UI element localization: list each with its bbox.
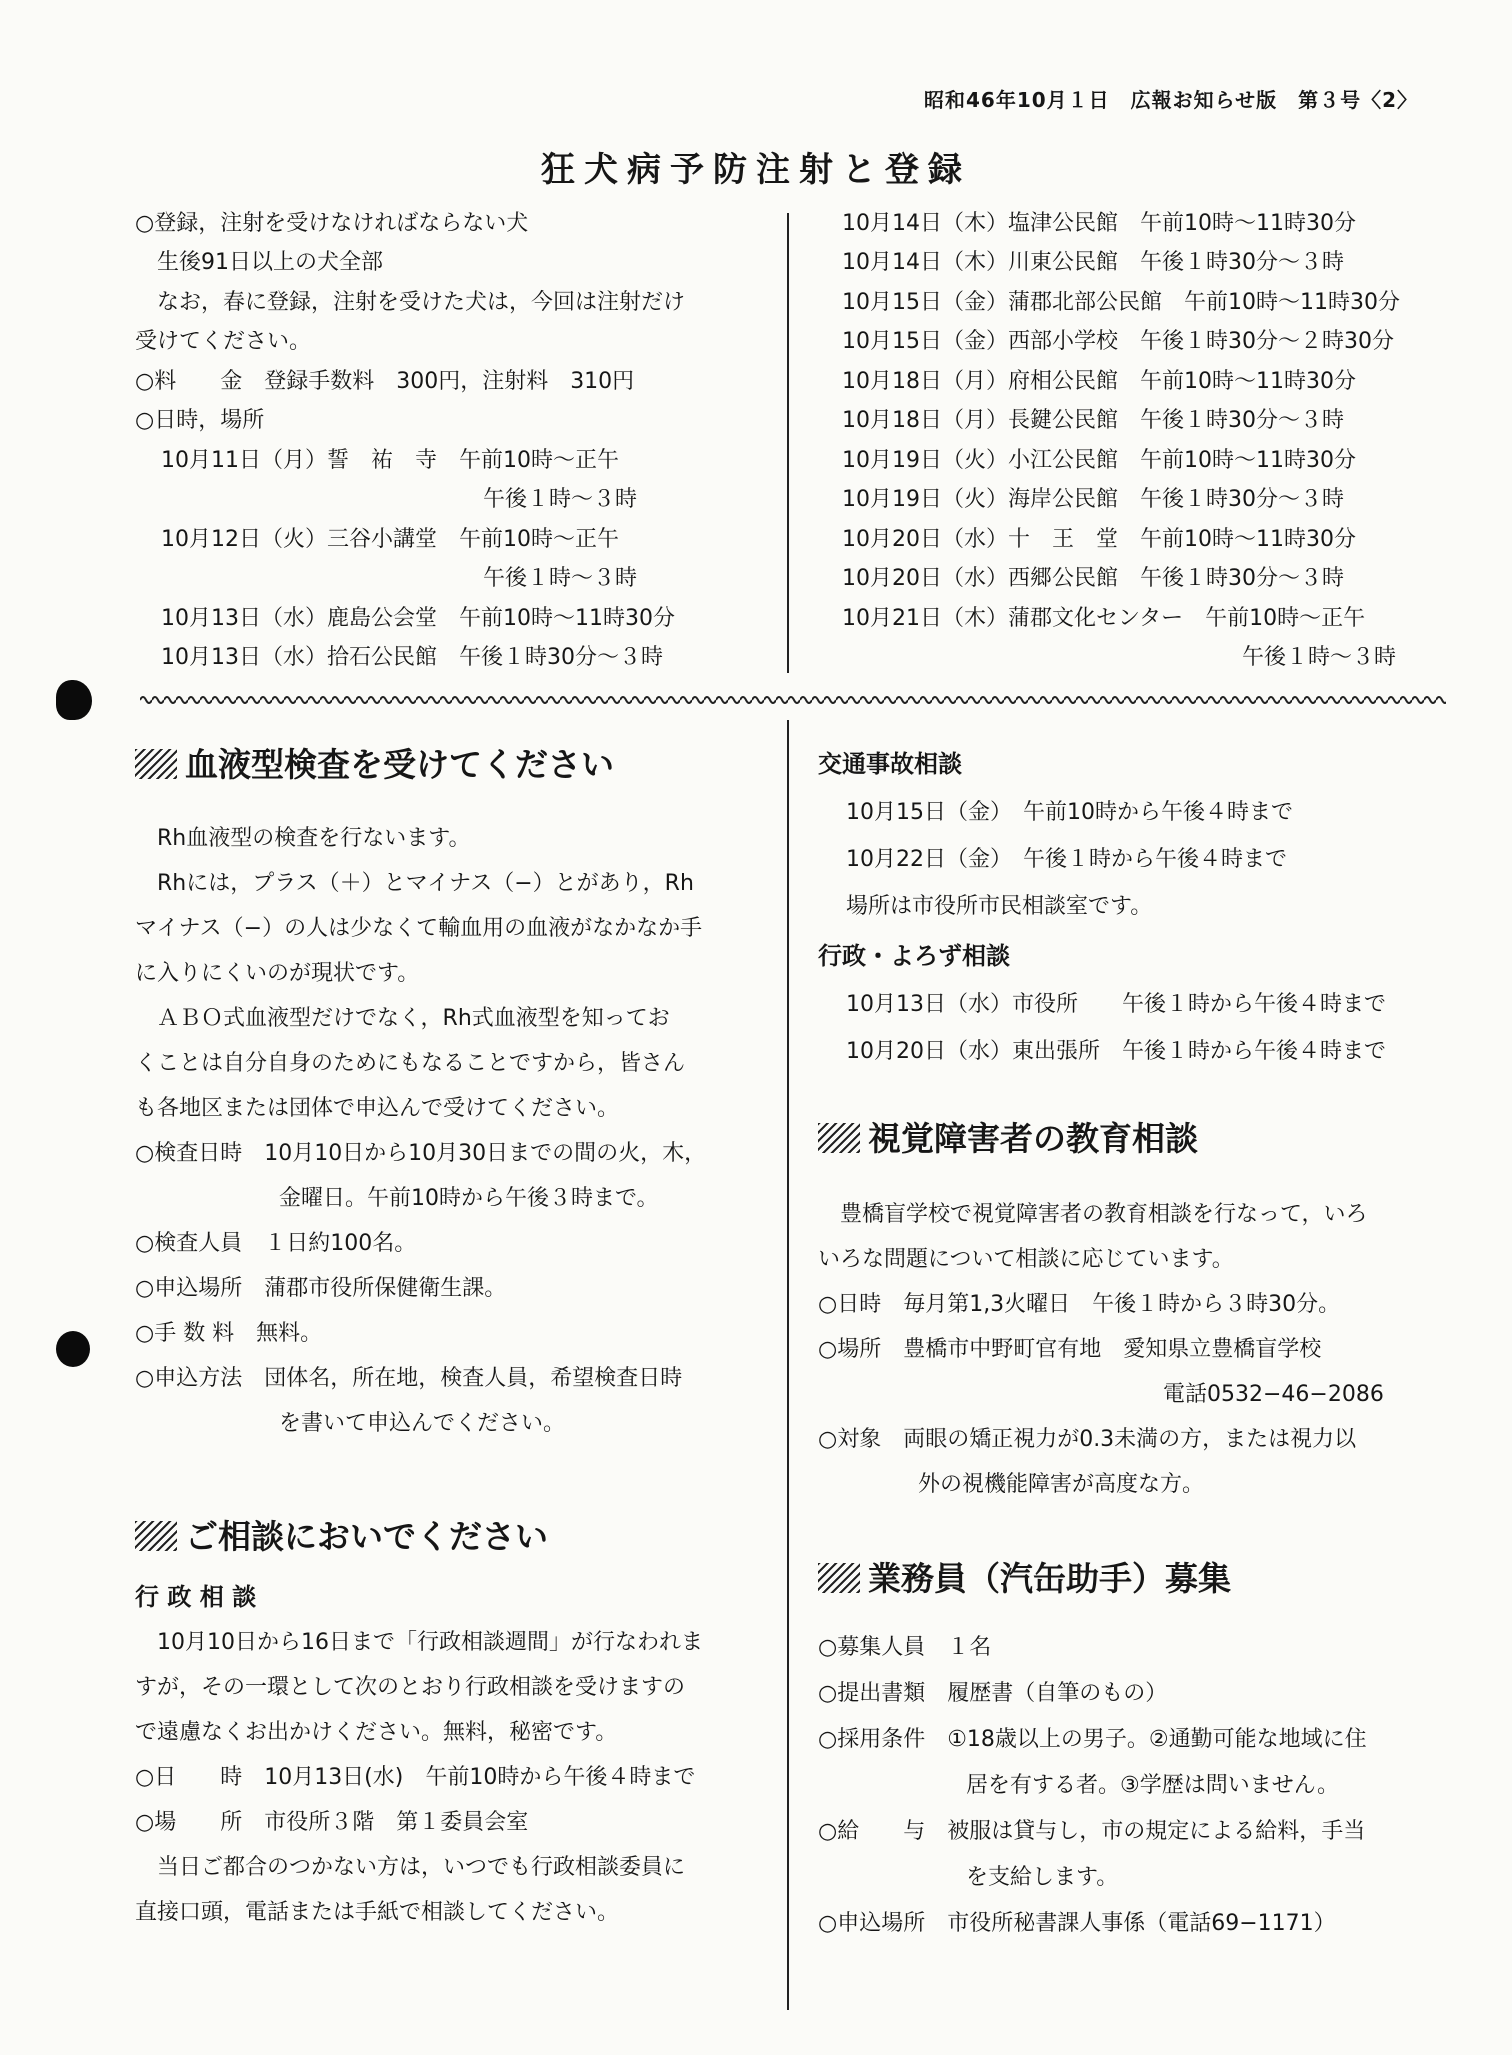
rabies-title: 狂犬病予防注射と登録 xyxy=(541,150,971,190)
hatch-icon xyxy=(818,1563,860,1593)
consult-line: で遠慮なくお出かけください。無料，秘密です。 xyxy=(135,1720,618,1745)
consult-line: 直接口頭，電話または手紙で相談してください。 xyxy=(135,1900,620,1925)
traffic-line: 10月15日（金） 午前10時から午後４時まで xyxy=(846,800,1293,825)
rabies-line: ○日時，場所 xyxy=(135,408,265,433)
blood-line: 金曜日。午前10時から午後３時まで。 xyxy=(279,1186,659,1211)
jobs-line: を支給します。 xyxy=(966,1865,1119,1890)
blood-line: ○手 数 料 無料。 xyxy=(135,1321,323,1346)
rabies-line: 午後１時〜３時 xyxy=(483,566,638,591)
jobs-line: ○申込場所 市役所秘書課人事係（電話69−1171） xyxy=(818,1911,1336,1936)
rabies-line: 10月20日（水）十 王 堂 午前10時〜11時30分 xyxy=(842,527,1356,552)
ink-blot xyxy=(56,680,92,720)
blood-line: も各地区または団体で申込んで受けてください。 xyxy=(135,1096,620,1121)
consult-line: ○日 時 10月13日(水) 午前10時から午後４時まで xyxy=(135,1765,696,1790)
jobs-line: 居を有する者。③学歴は問いません。 xyxy=(966,1773,1340,1798)
rabies-line: 午後１時〜３時 xyxy=(483,487,638,512)
visual-line: 豊橋盲学校で視覚障害者の教育相談を行なって，いろ xyxy=(840,1202,1368,1227)
rabies-line: 受けてください。 xyxy=(135,329,312,354)
blood-line: ○申込場所 蒲郡市役所保健衛生課。 xyxy=(135,1276,507,1301)
rabies-line: 10月18日（月）府相公民館 午前10時〜11時30分 xyxy=(842,369,1356,394)
hatch-icon xyxy=(135,1521,177,1551)
blood-line: ○検査人員 １日約100名。 xyxy=(135,1231,417,1256)
rabies-line: 10月13日（水）鹿島公会堂 午前10時〜11時30分 xyxy=(161,606,675,631)
consult-line: ○場 所 市役所３階 第１委員会室 xyxy=(135,1810,529,1835)
column-divider-top xyxy=(787,213,789,673)
rabies-line: 10月15日（金）蒲郡北部公民館 午前10時〜11時30分 xyxy=(842,290,1400,315)
rabies-line: 10月13日（水）拾石公民館 午後１時30分〜３時 xyxy=(161,645,663,670)
blood-line: マイナス（−）の人は少なくて輸血用の血液がなかなか手 xyxy=(135,916,703,941)
jobs-line: ○提出書類 履歴書（自筆のもの） xyxy=(818,1681,1168,1706)
consult-title: ご相談においでください xyxy=(135,1520,548,1553)
rabies-line: 10月15日（金）西部小学校 午後１時30分〜２時30分 xyxy=(842,329,1394,354)
visual-line: ○場所 豊橋市中野町官有地 愛知県立豊橋盲学校 xyxy=(818,1337,1322,1362)
blood-line: ○検査日時 10月10日から10月30日までの間の火，木， xyxy=(135,1141,707,1166)
traffic-title: 交通事故相談 xyxy=(818,750,962,778)
blood-line: ○申込方法 団体名，所在地，検査人員，希望検査日時 xyxy=(135,1366,683,1391)
visual-line: ○対象 両眼の矯正視力が0.3未満の方，または視力以 xyxy=(818,1427,1357,1452)
rabies-line: 10月20日（水）西郷公民館 午後１時30分〜３時 xyxy=(842,566,1344,591)
jobs-line: ○給 与 被服は貸与し，市の規定による給料，手当 xyxy=(818,1819,1366,1844)
rabies-line: 10月21日（木）蒲郡文化センター 午前10時〜正午 xyxy=(842,606,1366,631)
blood-line: Rh血液型の検査を行ないます。 xyxy=(157,826,471,851)
rabies-line: なお，春に登録，注射を受けた犬は，今回は注射だけ xyxy=(157,290,686,315)
consult-line: すが，その一環として次のとおり行政相談を受けますの xyxy=(135,1675,686,1700)
visual-line: 電話0532−46−2086 xyxy=(1163,1382,1384,1407)
rabies-line: 10月11日（月）誓 祐 寺 午前10時〜正午 xyxy=(161,448,619,473)
jobs-title: 業務員（汽缶助手）募集 xyxy=(818,1562,1231,1595)
blood-title: 血液型検査を受けてください xyxy=(135,748,614,781)
blood-line: ＡＢＯ式血液型だけでなく，Rh式血液型を知ってお xyxy=(157,1006,670,1031)
blood-line: に入りにくいのが現状です。 xyxy=(135,961,420,986)
wavy-divider xyxy=(140,693,1446,707)
visual-title: 視覚障害者の教育相談 xyxy=(818,1122,1198,1155)
traffic-line: 10月22日（金） 午後１時から午後４時まで xyxy=(846,847,1287,872)
rabies-line: 10月18日（月）長鍵公民館 午後１時30分〜３時 xyxy=(842,408,1344,433)
rabies-line: 10月19日（火）小江公民館 午前10時〜11時30分 xyxy=(842,448,1356,473)
admin-line: 10月20日（水）東出張所 午後１時から午後４時まで xyxy=(846,1039,1386,1064)
blood-line: を書いて申込んでください。 xyxy=(279,1411,566,1436)
admin-line: 10月13日（水）市役所 午後１時から午後４時まで xyxy=(846,992,1386,1017)
rabies-line: ○料 金 登録手数料 300円，注射料 310円 xyxy=(135,369,635,394)
jobs-line: ○募集人員 １名 xyxy=(818,1635,992,1660)
visual-line: ○日時 毎月第1,3火曜日 午後１時から３時30分。 xyxy=(818,1292,1341,1317)
column-divider-bottom xyxy=(787,720,789,2010)
rabies-line: 10月14日（木）塩津公民館 午前10時〜11時30分 xyxy=(842,211,1356,236)
punch-hole xyxy=(56,1331,90,1367)
rabies-line: 10月12日（火）三谷小講堂 午前10時〜正午 xyxy=(161,527,619,552)
visual-line: 外の視機能障害が高度な方。 xyxy=(918,1472,1205,1497)
consult-line: 10月10日から16日まで「行政相談週間」が行なわれま xyxy=(157,1630,703,1655)
rabies-line: 生後91日以上の犬全部 xyxy=(157,250,383,275)
hatch-icon xyxy=(135,749,177,779)
jobs-line: ○採用条件 ①18歳以上の男子。②通勤可能な地域に住 xyxy=(818,1727,1367,1752)
rabies-line: 午後１時〜３時 xyxy=(1242,645,1397,670)
page-header: 昭和46年10月１日 広報お知らせ版 第３号〈2〉 xyxy=(924,88,1418,112)
visual-line: いろな問題について相談に応じています。 xyxy=(818,1247,1234,1272)
blood-line: くことは自分自身のためにもなることですから，皆さん xyxy=(135,1051,686,1076)
admin-title: 行政・よろず相談 xyxy=(818,942,1010,970)
consult-subtitle: 行 政 相 談 xyxy=(135,1583,257,1611)
consult-line: 当日ご都合のつかない方は，いつでも行政相談委員に xyxy=(157,1855,686,1880)
rabies-line: ○登録，注射を受けなければならない犬 xyxy=(135,211,529,236)
rabies-line: 10月19日（火）海岸公民館 午後１時30分〜３時 xyxy=(842,487,1344,512)
traffic-line: 場所は市役所市民相談室です。 xyxy=(846,894,1153,919)
blood-line: Rhには，プラス（＋）とマイナス（−）とがあり，Rh xyxy=(157,871,694,896)
hatch-icon xyxy=(818,1123,860,1153)
rabies-line: 10月14日（木）川東公民館 午後１時30分〜３時 xyxy=(842,250,1344,275)
